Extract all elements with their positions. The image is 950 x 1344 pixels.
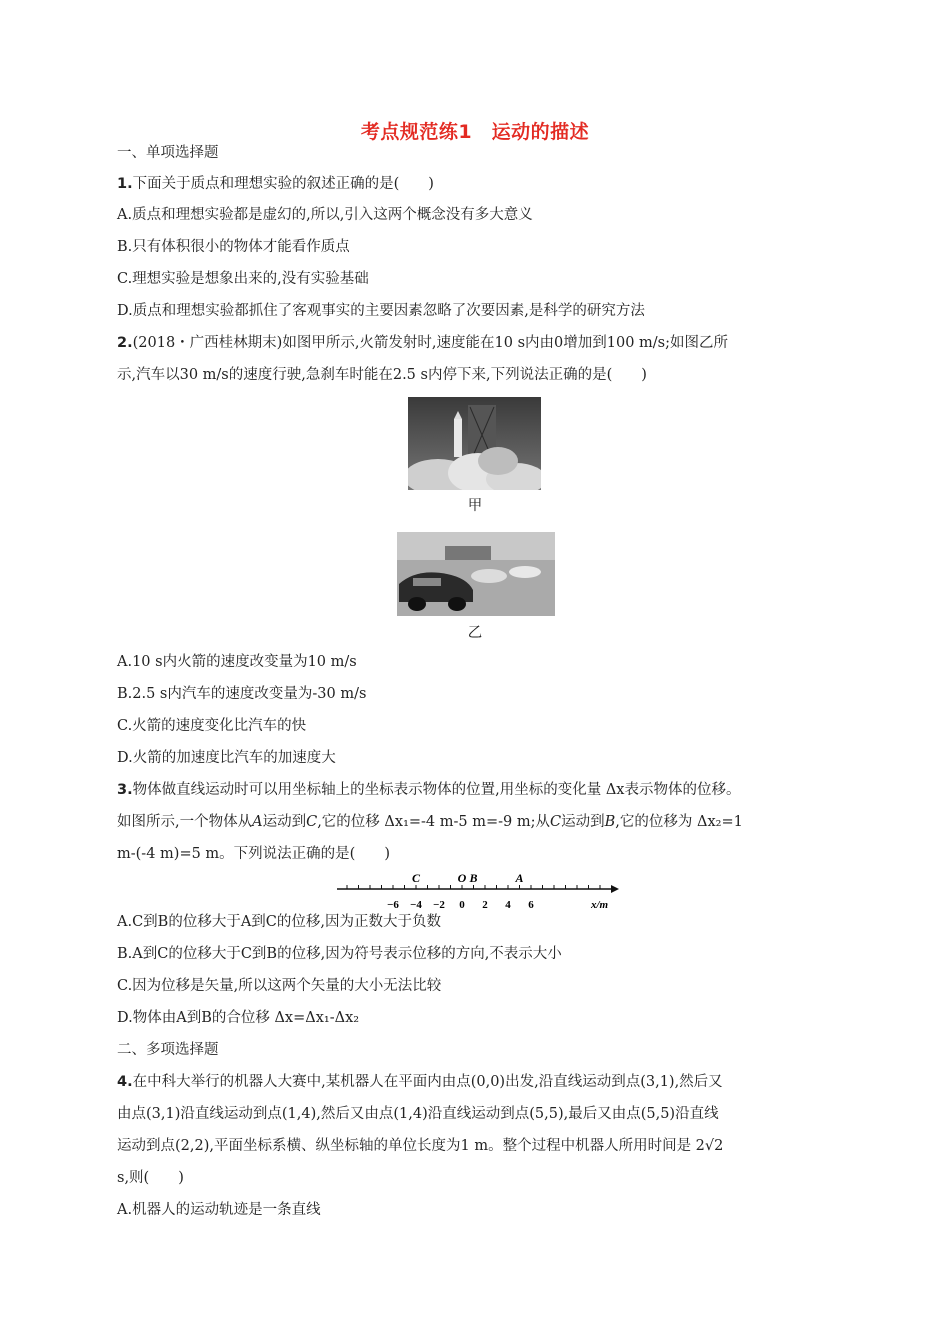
- number-line-diagram: [335, 868, 625, 914]
- axis-tick-label: 6: [528, 899, 534, 911]
- q1-option-d: D.质点和理想实验都抓住了客观事实的主要因素忽略了次要因素,是科学的研究方法: [117, 303, 645, 319]
- question-3-stem-line2: [117, 812, 743, 832]
- page-title: 考点规范练1 运动的描述: [360, 121, 590, 143]
- question-text: 物体做直线运动时可以用坐标轴上的坐标表示物体的位置,用坐标的变化量 Δx表示物体的位移。: [132, 782, 741, 798]
- question-text: 下面关于质点和理想实验的叙述正确的是( ): [132, 176, 434, 192]
- question-4-stem-line2: 由点(3,1)沿直线运动到点(1,4),然后又由点(1,4)沿直线运动到点(5,5),最后又由点(5,5)沿直线: [117, 1106, 719, 1122]
- section-heading-single-choice: 一、单项选择题: [117, 145, 219, 161]
- rocket-launch-photo: [408, 397, 541, 490]
- text-segment: 运动到: [262, 814, 307, 830]
- axis-arrowhead: [611, 885, 619, 893]
- q2-option-c: C.火箭的速度变化比汽车的快: [117, 718, 307, 734]
- point-label-o: O: [457, 871, 467, 885]
- axis-unit-label: x/m: [591, 899, 609, 911]
- figure-caption-jia: 甲: [467, 498, 483, 514]
- question-3-stem-line1: [117, 780, 740, 800]
- text-segment: 运动到: [561, 814, 605, 830]
- point-label: C: [550, 814, 562, 830]
- axis-tick-label: −2: [433, 899, 445, 911]
- q2-option-b: B.2.5 s内汽车的速度改变量为-30 m/s: [117, 686, 367, 702]
- q3-option-a: A.C到B的位移大于A到C的位移,因为正数大于负数: [117, 914, 442, 930]
- axis-tick-label: 2: [482, 899, 488, 911]
- question-4-stem-line1: [117, 1072, 723, 1092]
- point-label-a: A: [515, 871, 524, 885]
- section-heading-multiple-choice: 二、多项选择题: [117, 1042, 219, 1058]
- q1-option-b: B.只有体积很小的物体才能看作质点: [117, 239, 350, 255]
- q3-option-b: B.A到C的位移大于C到B的位移,因为符号表示位移的方向,不表示大小: [117, 946, 562, 962]
- question-text: 在中科大举行的机器人大赛中,某机器人在平面内由点(0,0)出发,沿直线运动到点(3,1),然后又: [132, 1074, 723, 1090]
- question-1-stem: [117, 174, 434, 194]
- text-segment: 如图所示,一个物体从: [117, 814, 253, 830]
- q1-option-c: C.理想实验是想象出来的,没有实验基础: [117, 271, 369, 287]
- figure-caption-yi: 乙: [467, 625, 483, 641]
- q2-option-d: D.火箭的加速度比汽车的加速度大: [117, 750, 336, 766]
- question-number: 2.: [117, 335, 133, 351]
- question-2-stem-line2: 示,汽车以30 m/s的速度行驶,急刹车时能在2.5 s内停下来,下列说法正确的是( ): [117, 367, 647, 383]
- point-label: B: [604, 814, 616, 830]
- q2-option-a: A.10 s内火箭的速度改变量为10 m/s: [117, 654, 357, 670]
- cars-on-road-photo: [397, 532, 555, 616]
- axis-tick-label: −4: [410, 899, 422, 911]
- text-segment: ,它的位移为 Δx₂=1: [615, 814, 743, 830]
- point-label: C: [306, 814, 318, 830]
- question-4-stem-line3: 运动到点(2,2),平面坐标系横、纵坐标轴的单位长度为1 m。整个过程中机器人所用时间是 2√2: [117, 1138, 724, 1154]
- point-label: A: [252, 814, 263, 830]
- question-3-stem-line3: m-(-4 m)=5 m。下列说法正确的是( ): [117, 846, 390, 862]
- question-2-stem-line1: [117, 333, 728, 353]
- question-text: (2018・广西桂林期末)如图甲所示,火箭发射时,速度能在10 s内由0增加到100 m/s;如图乙所: [132, 335, 729, 351]
- text-segment: ,它的位移 Δx₁=-4 m-5 m=-9 m;从: [317, 814, 551, 830]
- axis-tick-label: 4: [505, 899, 511, 911]
- q1-option-a: A.质点和理想实验都是虚幻的,所以,引入这两个概念没有多大意义: [117, 207, 533, 223]
- question-number: 3.: [117, 782, 133, 798]
- question-4-stem-line4: s,则( ): [117, 1170, 184, 1186]
- point-label-c: C: [411, 871, 421, 885]
- axis-tick-label: 0: [459, 899, 465, 911]
- q3-option-d: D.物体由A到B的合位移 Δx=Δx₁-Δx₂: [117, 1010, 360, 1026]
- axis-tick-label: −6: [387, 899, 399, 911]
- question-number: 1.: [117, 176, 133, 192]
- q4-option-a: A.机器人的运动轨迹是一条直线: [117, 1202, 321, 1218]
- question-number: 4.: [117, 1074, 133, 1090]
- q3-option-c: C.因为位移是矢量,所以这两个矢量的大小无法比较: [117, 978, 442, 994]
- point-label-b: B: [469, 871, 478, 885]
